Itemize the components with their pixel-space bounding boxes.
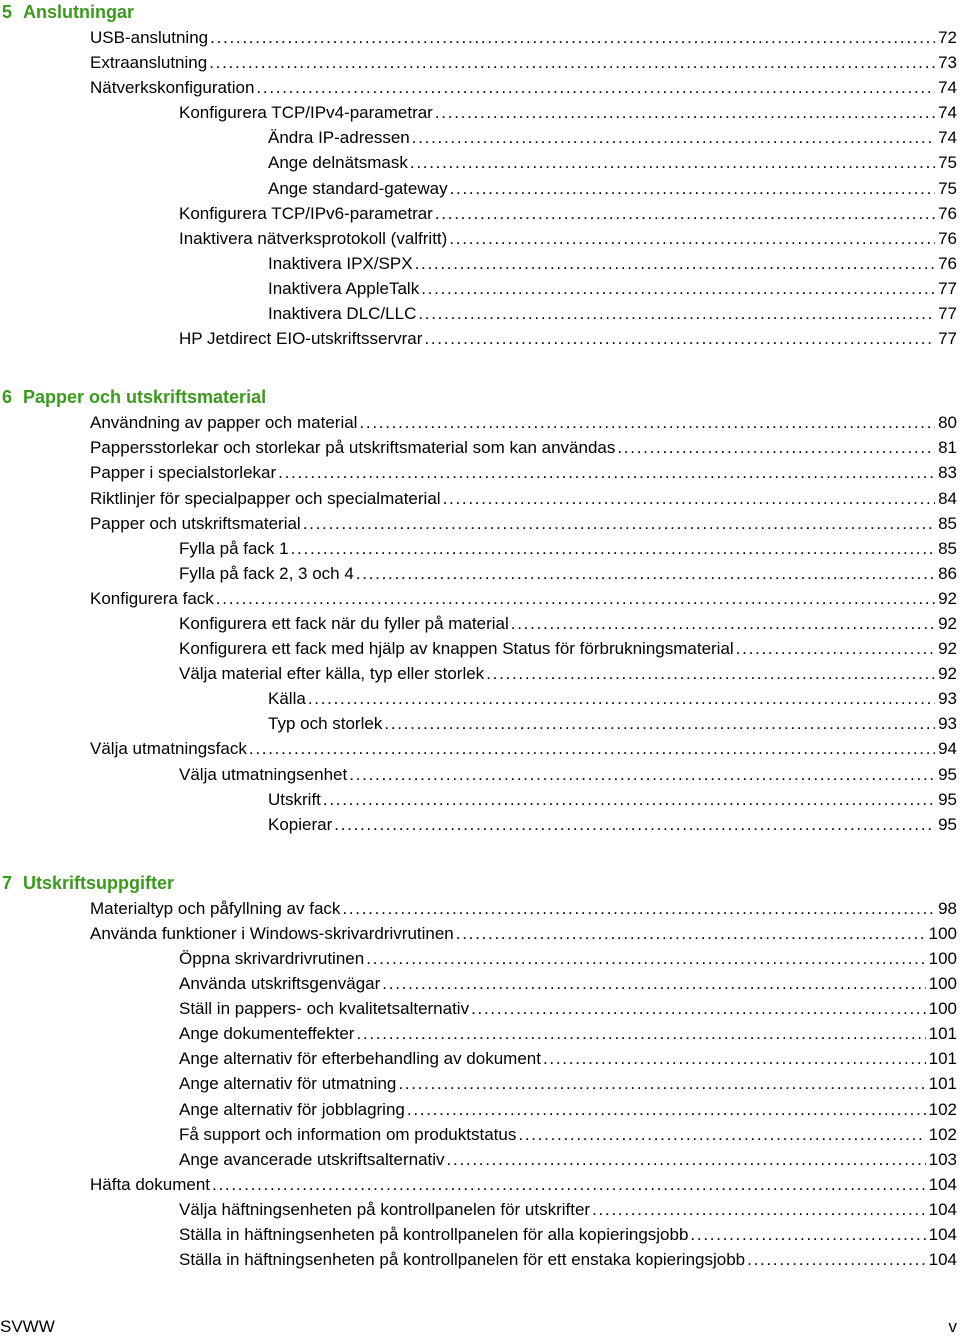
toc-entry-title: Öppna skrivardrivrutinen bbox=[179, 946, 366, 971]
dot-leader bbox=[435, 201, 935, 226]
toc-entry-title: Inaktivera IPX/SPX bbox=[268, 251, 415, 276]
dot-leader bbox=[216, 586, 935, 611]
chapter-title: Anslutningar bbox=[23, 2, 134, 22]
toc-entry-line bbox=[90, 435, 957, 460]
dot-leader bbox=[384, 711, 935, 736]
toc-entry[interactable] bbox=[0, 410, 960, 435]
dot-leader bbox=[690, 1222, 925, 1247]
chapter-heading[interactable] bbox=[0, 871, 960, 896]
toc-entry-title: Användning av papper och material bbox=[90, 410, 359, 435]
toc-entry-line bbox=[179, 1046, 957, 1071]
toc-entry-line bbox=[179, 561, 957, 586]
toc-entry-page: 95 bbox=[935, 762, 957, 787]
footer-page-number: v bbox=[948, 1317, 957, 1336]
toc-entry-title: Ange standard-gateway bbox=[268, 176, 450, 201]
toc-entry-page: 103 bbox=[926, 1147, 957, 1172]
dot-leader bbox=[382, 971, 925, 996]
toc-entry-line bbox=[268, 125, 957, 150]
dot-leader bbox=[303, 511, 935, 536]
toc-entry-line bbox=[90, 896, 957, 921]
toc-entry[interactable] bbox=[0, 1097, 960, 1122]
toc-entry-line bbox=[179, 971, 957, 996]
toc-entry-line bbox=[179, 1097, 957, 1122]
toc-entry-line bbox=[179, 1197, 957, 1222]
toc-entry[interactable] bbox=[0, 787, 960, 812]
chapter-entries bbox=[0, 896, 960, 1272]
toc-entry[interactable] bbox=[0, 1046, 960, 1071]
dot-leader bbox=[366, 946, 925, 971]
toc-entry-line bbox=[179, 226, 957, 251]
chapter-6 bbox=[0, 385, 960, 837]
toc-entry[interactable] bbox=[0, 435, 960, 460]
dot-leader bbox=[334, 812, 935, 837]
toc-entry-line bbox=[268, 301, 957, 326]
toc-entry-line bbox=[90, 486, 957, 511]
toc-entry[interactable] bbox=[0, 971, 960, 996]
toc-entry[interactable] bbox=[0, 326, 960, 351]
dot-leader bbox=[418, 301, 935, 326]
toc-entry[interactable] bbox=[0, 661, 960, 686]
dot-leader bbox=[518, 1122, 925, 1147]
dot-leader bbox=[617, 435, 935, 460]
toc-entry-line bbox=[90, 50, 957, 75]
toc-entry-title: Konfigurera ett fack när du fyller på material bbox=[179, 611, 511, 636]
toc-entry-page: 80 bbox=[935, 410, 957, 435]
toc-entry-line bbox=[268, 686, 957, 711]
toc-entry-line bbox=[268, 812, 957, 837]
toc-entry[interactable] bbox=[0, 251, 960, 276]
toc-entry-line bbox=[179, 1147, 957, 1172]
toc-entry[interactable] bbox=[0, 1122, 960, 1147]
toc-entry-line bbox=[179, 762, 957, 787]
toc-entry-line bbox=[179, 661, 957, 686]
toc-entry-page: 77 bbox=[935, 301, 957, 326]
toc-entry[interactable] bbox=[0, 1147, 960, 1172]
toc-entry-title: Konfigurera fack bbox=[90, 586, 216, 611]
chapter-entries bbox=[0, 25, 960, 351]
toc-entry-line bbox=[179, 996, 957, 1021]
toc-entry[interactable] bbox=[0, 50, 960, 75]
chapter-heading[interactable] bbox=[0, 0, 960, 25]
toc-entry[interactable] bbox=[0, 150, 960, 175]
toc-entry-title: Konfigurera TCP/IPv6-parametrar bbox=[179, 201, 435, 226]
toc-entry[interactable] bbox=[0, 946, 960, 971]
toc-entry-title: Välja utmatningsenhet bbox=[179, 762, 349, 787]
toc-entry-title: Få support och information om produktstatus bbox=[179, 1122, 518, 1147]
toc-entry[interactable] bbox=[0, 125, 960, 150]
toc-entry[interactable] bbox=[0, 1021, 960, 1046]
toc-entry-line bbox=[268, 176, 957, 201]
toc-entry-page: 94 bbox=[935, 736, 957, 761]
dot-leader bbox=[736, 636, 935, 661]
toc-entry-page: 100 bbox=[926, 921, 957, 946]
toc-entry-title: Använda funktioner i Windows-skrivardrivrutinen bbox=[90, 921, 456, 946]
dot-leader bbox=[410, 150, 935, 175]
toc-entry-line bbox=[268, 150, 957, 175]
toc-entry-page: 74 bbox=[935, 75, 957, 100]
toc-entry-title: Inaktivera DLC/LLC bbox=[268, 301, 418, 326]
toc-entry-page: 85 bbox=[935, 511, 957, 536]
toc-entry-page: 85 bbox=[935, 536, 957, 561]
toc-entry-title: Ställa in häftningsenheten på kontrollpanelen för ett enstaka kopieringsjobb bbox=[179, 1247, 747, 1272]
toc-entry-page: 104 bbox=[926, 1197, 957, 1222]
dot-leader bbox=[421, 276, 935, 301]
toc-entry-page: 93 bbox=[935, 686, 957, 711]
toc-entry[interactable] bbox=[0, 176, 960, 201]
toc-entry[interactable] bbox=[0, 1071, 960, 1096]
toc-entry-line bbox=[90, 460, 957, 485]
chapter-number: 7 bbox=[2, 872, 13, 893]
chapter-7 bbox=[0, 871, 960, 1272]
toc-entry-line bbox=[179, 201, 957, 226]
dot-leader bbox=[511, 611, 935, 636]
toc-entry-title: Pappersstorlekar och storlekar på utskriftsmaterial som kan användas bbox=[90, 435, 617, 460]
dot-leader bbox=[450, 176, 936, 201]
dot-leader bbox=[415, 251, 936, 276]
toc-entry-page: 76 bbox=[935, 226, 957, 251]
dot-leader bbox=[249, 736, 935, 761]
dot-leader bbox=[359, 410, 935, 435]
toc-entry-title: Ställ in pappers- och kvalitetsalternativ bbox=[179, 996, 471, 1021]
toc-entry[interactable] bbox=[0, 896, 960, 921]
toc-entry-title: HP Jetdirect EIO-utskriftsservrar bbox=[179, 326, 424, 351]
toc-entry[interactable] bbox=[0, 636, 960, 661]
chapter-number: 5 bbox=[2, 2, 13, 22]
toc-entry-page: 100 bbox=[926, 996, 957, 1021]
toc-entry-title: Ange dokumenteffekter bbox=[179, 1021, 356, 1046]
toc-entry-title: Häfta dokument bbox=[90, 1172, 212, 1197]
toc-entry-page: 100 bbox=[926, 946, 957, 971]
toc-entry-page: 72 bbox=[935, 25, 957, 50]
toc-entry[interactable] bbox=[0, 1247, 960, 1272]
toc-entry-title: Nätverkskonfiguration bbox=[90, 75, 256, 100]
chapter-title: Utskriftsuppgifter bbox=[23, 872, 175, 893]
chapter-title: Papper och utskriftsmaterial bbox=[23, 387, 267, 408]
toc-entry-title: Ange delnätsmask bbox=[268, 150, 410, 175]
toc-entry-title: Ange alternativ för utmatning bbox=[179, 1071, 398, 1096]
toc-entry-line bbox=[179, 536, 957, 561]
dot-leader bbox=[209, 50, 935, 75]
dot-leader bbox=[356, 561, 935, 586]
dot-leader bbox=[543, 1046, 926, 1071]
toc-entry-page: 92 bbox=[935, 611, 957, 636]
toc-entry-line bbox=[179, 1021, 957, 1046]
toc-entry-title: Välja material efter källa, typ eller storlek bbox=[179, 661, 486, 686]
toc-entry[interactable] bbox=[0, 762, 960, 787]
dot-leader bbox=[747, 1247, 926, 1272]
dot-leader bbox=[323, 787, 935, 812]
toc-entry-title: Extraanslutning bbox=[90, 50, 209, 75]
toc-entry-line bbox=[90, 586, 957, 611]
toc-entry[interactable] bbox=[0, 100, 960, 125]
toc-entry-line bbox=[268, 251, 957, 276]
toc-entry-line bbox=[179, 946, 957, 971]
toc-entry[interactable] bbox=[0, 486, 960, 511]
toc-entry-title: Välja häftningsenheten på kontrollpanelen för utskrifter bbox=[179, 1197, 592, 1222]
toc-entry-page: 73 bbox=[935, 50, 957, 75]
toc-entry-title: Välja utmatningsfack bbox=[90, 736, 249, 761]
toc-entry-page: 76 bbox=[935, 201, 957, 226]
toc-entry-title: Ange avancerade utskriftsalternativ bbox=[179, 1147, 447, 1172]
chapter-number: 6 bbox=[2, 387, 13, 408]
dot-leader bbox=[456, 921, 926, 946]
toc-entry[interactable] bbox=[0, 201, 960, 226]
toc-entry-line bbox=[179, 636, 957, 661]
toc-entry[interactable] bbox=[0, 686, 960, 711]
dot-leader bbox=[256, 75, 935, 100]
toc-entry-title: USB-anslutning bbox=[90, 25, 210, 50]
footer-left-label: SVWW bbox=[0, 1317, 55, 1336]
toc-entry-title: Fylla på fack 2, 3 och 4 bbox=[179, 561, 356, 586]
toc-entry[interactable] bbox=[0, 921, 960, 946]
toc-entry-page: 75 bbox=[935, 150, 957, 175]
dot-leader bbox=[398, 1071, 925, 1096]
toc-entry-page: 83 bbox=[935, 460, 957, 485]
toc-entry-page: 93 bbox=[935, 711, 957, 736]
toc-entry-line bbox=[90, 1172, 957, 1197]
toc-entry[interactable] bbox=[0, 460, 960, 485]
toc-entry-line bbox=[90, 25, 957, 50]
dot-leader bbox=[424, 326, 935, 351]
toc-entry[interactable] bbox=[0, 511, 960, 536]
toc-entry-title: Riktlinjer för specialpapper och specialmaterial bbox=[90, 486, 443, 511]
toc-entry-page: 81 bbox=[935, 435, 957, 460]
toc-entry-page: 86 bbox=[935, 561, 957, 586]
toc-entry-title: Ändra IP-adressen bbox=[268, 125, 412, 150]
toc-entry-title: Papper och utskriftsmaterial bbox=[90, 511, 303, 536]
toc-entry[interactable] bbox=[0, 75, 960, 100]
toc-entry-page: 95 bbox=[935, 812, 957, 837]
toc-entry-page: 74 bbox=[935, 125, 957, 150]
toc-entry[interactable] bbox=[0, 736, 960, 761]
toc-entry-page: 76 bbox=[935, 251, 957, 276]
toc-entry-line bbox=[90, 410, 957, 435]
toc-entry-page: 75 bbox=[935, 176, 957, 201]
toc-entry-page: 77 bbox=[935, 276, 957, 301]
chapter-heading[interactable] bbox=[0, 385, 960, 410]
dot-leader bbox=[443, 486, 936, 511]
toc-entry[interactable] bbox=[0, 1197, 960, 1222]
toc-entry-line bbox=[268, 276, 957, 301]
toc-entry-line bbox=[179, 611, 957, 636]
toc-entry-title: Använda utskriftsgenvägar bbox=[179, 971, 382, 996]
toc-entry-line bbox=[90, 921, 957, 946]
toc-entry[interactable] bbox=[0, 301, 960, 326]
toc-entry-title: Ställa in häftningsenheten på kontrollpanelen för alla kopieringsjobb bbox=[179, 1222, 690, 1247]
toc-entry-line bbox=[179, 1247, 957, 1272]
dot-leader bbox=[412, 125, 935, 150]
toc-entry-title: Inaktivera nätverksprotokoll (valfritt) bbox=[179, 226, 449, 251]
toc-entry-page: 92 bbox=[935, 586, 957, 611]
toc-entry-line bbox=[90, 511, 957, 536]
toc-entry-title: Papper i specialstorlekar bbox=[90, 460, 278, 485]
dot-leader bbox=[210, 25, 935, 50]
toc-entry[interactable] bbox=[0, 1222, 960, 1247]
dot-leader bbox=[212, 1172, 926, 1197]
dot-leader bbox=[447, 1147, 926, 1172]
dot-leader bbox=[592, 1197, 926, 1222]
toc-entry[interactable] bbox=[0, 1172, 960, 1197]
toc-entry-line bbox=[90, 75, 957, 100]
dot-leader bbox=[486, 661, 935, 686]
dot-leader bbox=[407, 1097, 926, 1122]
dot-leader bbox=[356, 1021, 925, 1046]
toc-entry-page: 104 bbox=[926, 1247, 957, 1272]
toc-entry-line bbox=[179, 1122, 957, 1147]
toc-entry[interactable] bbox=[0, 812, 960, 837]
chapter-5 bbox=[0, 0, 960, 351]
toc-entry-page: 101 bbox=[926, 1046, 957, 1071]
toc-entry[interactable] bbox=[0, 711, 960, 736]
dot-leader bbox=[471, 996, 926, 1021]
dot-leader bbox=[291, 536, 935, 561]
toc-entry-page: 77 bbox=[935, 326, 957, 351]
toc-entry-page: 102 bbox=[926, 1122, 957, 1147]
dot-leader bbox=[449, 226, 935, 251]
toc-entry-page: 92 bbox=[935, 661, 957, 686]
toc-entry-title: Konfigurera TCP/IPv4-parametrar bbox=[179, 100, 435, 125]
toc-entry[interactable] bbox=[0, 226, 960, 251]
toc-entry-title: Materialtyp och påfyllning av fack bbox=[90, 896, 342, 921]
toc-entry-page: 84 bbox=[935, 486, 957, 511]
toc-entry[interactable] bbox=[0, 561, 960, 586]
toc-entry[interactable] bbox=[0, 996, 960, 1021]
toc-entry[interactable] bbox=[0, 586, 960, 611]
toc-entry-page: 98 bbox=[935, 896, 957, 921]
toc-entry-page: 92 bbox=[935, 636, 957, 661]
toc-entry-page: 95 bbox=[935, 787, 957, 812]
toc-entry-title: Ange alternativ för efterbehandling av dokument bbox=[179, 1046, 543, 1071]
dot-leader bbox=[308, 686, 935, 711]
toc-entry[interactable] bbox=[0, 25, 960, 50]
toc-entry-page: 74 bbox=[935, 100, 957, 125]
toc-entry-page: 101 bbox=[926, 1021, 957, 1046]
toc-entry-title: Inaktivera AppleTalk bbox=[268, 276, 421, 301]
toc-entry-line bbox=[179, 1222, 957, 1247]
toc-entry-line bbox=[268, 787, 957, 812]
toc-entry-page: 102 bbox=[926, 1097, 957, 1122]
toc-entry[interactable] bbox=[0, 276, 960, 301]
toc-entry-line bbox=[179, 100, 957, 125]
dot-leader bbox=[435, 100, 935, 125]
toc-entry-page: 100 bbox=[926, 971, 957, 996]
toc-entry[interactable] bbox=[0, 611, 960, 636]
toc-entry-page: 104 bbox=[926, 1172, 957, 1197]
toc-entry-page: 104 bbox=[926, 1222, 957, 1247]
toc-entry-line bbox=[268, 711, 957, 736]
toc-entry[interactable] bbox=[0, 536, 960, 561]
toc-entry-title: Fylla på fack 1 bbox=[179, 536, 291, 561]
toc-entry-line bbox=[179, 326, 957, 351]
toc-entry-title: Källa bbox=[268, 686, 308, 711]
toc-entry-title: Ange alternativ för jobblagring bbox=[179, 1097, 407, 1122]
toc-entry-line bbox=[90, 736, 957, 761]
dot-leader bbox=[349, 762, 935, 787]
chapter-entries bbox=[0, 410, 960, 837]
toc-entry-title: Konfigurera ett fack med hjälp av knappen Status för förbrukningsmaterial bbox=[179, 636, 736, 661]
toc-entry-title: Kopierar bbox=[268, 812, 334, 837]
toc-entry-title: Typ och storlek bbox=[268, 711, 384, 736]
toc-entry-page: 101 bbox=[926, 1071, 957, 1096]
dot-leader bbox=[342, 896, 935, 921]
dot-leader bbox=[278, 460, 935, 485]
toc-entry-title: Utskrift bbox=[268, 787, 323, 812]
toc-entry-line bbox=[179, 1071, 957, 1096]
